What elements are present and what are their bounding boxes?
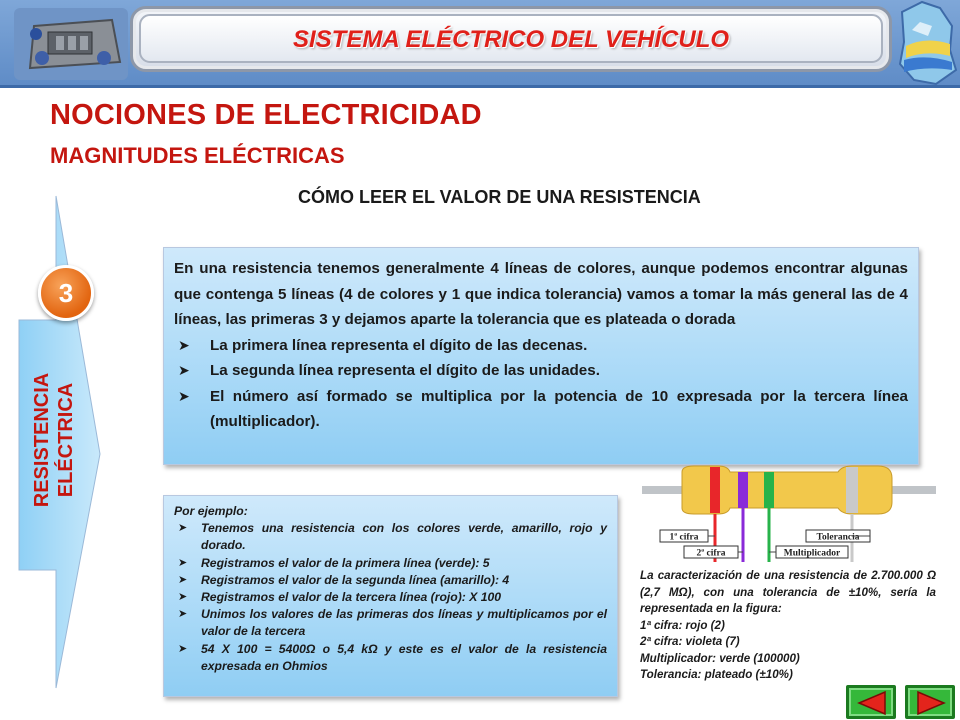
intro-bullet-list <box>174 333 908 435</box>
previous-slide-button[interactable] <box>846 685 896 719</box>
list-item <box>174 358 908 384</box>
side-tab-label-line2: ELÉCTRICA <box>55 382 77 498</box>
label-first-digit: 1ª cifra <box>669 532 699 543</box>
list-item-text: Registramos el valor de la tercera línea (rojo): X 100 <box>201 590 502 605</box>
caption-line: 2ª cifra: violeta (7) <box>640 635 740 648</box>
list-item-text: Tenemos una resistencia con los colores verde, amarillo, rojo y dorado. <box>201 521 607 553</box>
list-item <box>174 384 908 435</box>
list-item-text: La segunda línea representa el dígito de las unidades. <box>210 362 600 379</box>
resistor-lead-right <box>886 486 936 494</box>
list-item-text: Unimos los valores de las primeras dos líneas y multiplicamos por el valor de la tercera <box>201 607 607 639</box>
regional-map-emblem-icon <box>892 0 960 86</box>
caption-line: 1ª cifra: rojo (2) <box>640 618 725 632</box>
example-lead: Por ejemplo: <box>174 504 248 518</box>
arrow-bullet-icon: ➤ <box>178 591 188 604</box>
intro-paragraph: En una resistencia tenemos generalmente 4 líneas de colores, aunque podemos encontrar algunas que contenga 5 líneas (4 de colores y 1 que indica tolerancia) vamos a tomar la más general las de 4 líneas, las primeras 3 y dejamos aparte la tolerancia que es plateada o dorada <box>174 260 908 328</box>
side-tab-label-line1: RESISTENCIA <box>31 372 53 508</box>
page-title: SISTEMA ELÉCTRICO DEL VEHÍCULO <box>292 26 730 53</box>
band-first-digit <box>710 467 720 513</box>
label-multiplier: Multiplicador <box>783 548 841 559</box>
list-item-text: El número así formado se multiplica por la potencia de 10 expresada por la tercera línea (multiplicador). <box>210 387 908 430</box>
list-item-text: 54 X 100 = 5400Ω o 5,4 kΩ y este es el valor de la resistencia expresada en Ohmios <box>201 641 607 673</box>
figure-caption <box>640 568 936 684</box>
list-item <box>174 572 607 589</box>
side-tab-label <box>30 310 90 570</box>
arrow-bullet-icon: ➤ <box>178 556 188 569</box>
section-number-badge: 3 <box>38 265 94 321</box>
caption-line: Multiplicador: verde (100000) <box>640 651 800 665</box>
list-item <box>174 589 607 606</box>
list-item <box>174 333 908 359</box>
arrow-bullet-icon: ➤ <box>178 573 188 586</box>
band-tolerance <box>846 467 858 513</box>
arrow-bullet-icon: ➤ <box>178 336 190 353</box>
arrow-bullet-icon: ➤ <box>178 522 188 535</box>
triangle-right-icon <box>914 690 948 716</box>
arrow-bullet-icon: ➤ <box>178 362 190 378</box>
vehicle-engine-icon <box>12 6 130 82</box>
caption-line: Tolerancia: plateado (±10%) <box>640 668 793 681</box>
arrow-bullet-icon: ➤ <box>178 387 190 404</box>
triangle-left-icon <box>855 690 889 716</box>
label-second-digit: 2ª cifra <box>696 548 726 559</box>
sub-heading: MAGNITUDES ELÉCTRICAS <box>50 143 345 168</box>
band-second-digit <box>738 472 748 508</box>
arrow-bullet-icon: ➤ <box>178 608 188 621</box>
list-item-text: La primera línea representa el dígito de las decenas. <box>210 336 588 354</box>
list-item <box>174 606 607 640</box>
arrow-bullet-icon: ➤ <box>178 642 188 655</box>
resistor-diagram <box>640 464 940 564</box>
label-tolerance: Tolerancia <box>816 532 860 543</box>
header-bar <box>0 0 960 88</box>
list-item <box>174 641 607 675</box>
main-heading: NOCIONES DE ELECTRICIDAD <box>50 99 482 131</box>
list-item-text: Registramos el valor de la primera línea (verde): 5 <box>201 555 490 570</box>
list-item-text: Registramos el valor de la segunda línea (amarillo): 4 <box>201 572 510 587</box>
caption-paragraph: La caracterización de una resistencia de 2.700.000 Ω (2,7 MΩ), con una tolerancia de ±10%, sería la representada en la figura: <box>640 569 936 615</box>
next-slide-button[interactable] <box>905 685 955 719</box>
list-item <box>174 555 607 572</box>
list-item <box>174 520 607 554</box>
title-banner <box>130 6 892 72</box>
example-text-box <box>163 495 618 697</box>
band-multiplier <box>764 472 774 508</box>
intro-text-box <box>163 247 919 465</box>
resistor-lead-left <box>642 486 688 494</box>
section-heading: CÓMO LEER EL VALOR DE UNA RESISTENCIA <box>298 187 701 207</box>
example-bullet-list <box>174 520 607 675</box>
